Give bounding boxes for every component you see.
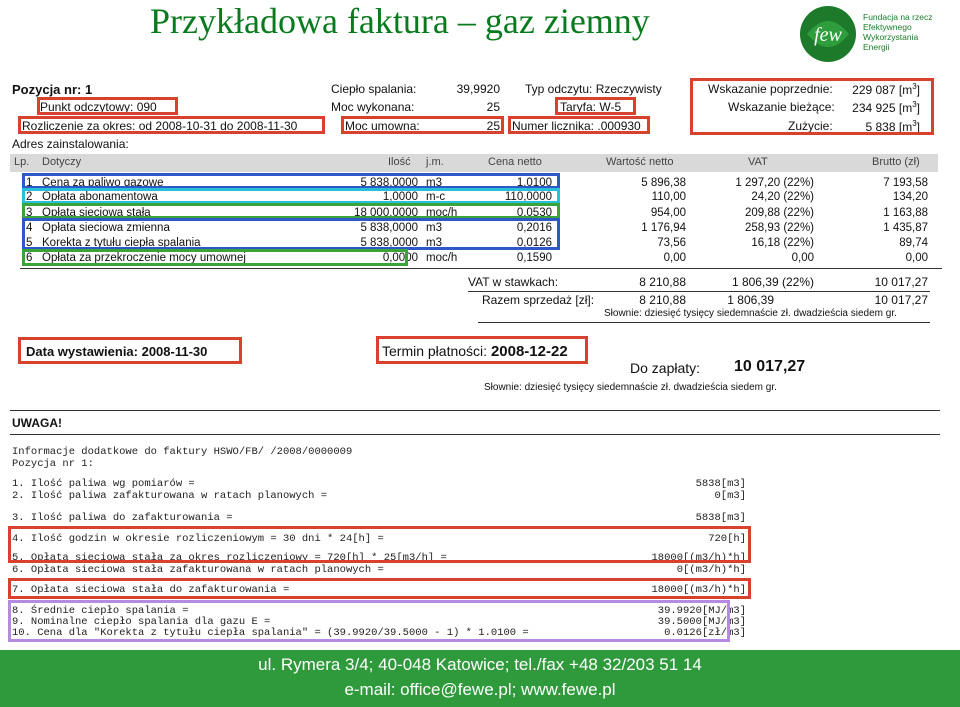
table-cell-jm: moc/h: [426, 252, 458, 264]
table-cell-ilosc: 5 838,0000: [360, 222, 418, 234]
meter-number: Numer licznika: .000930: [512, 119, 641, 133]
table-cell-vat: 24,20 (22%): [751, 191, 814, 203]
position-number: Pozycja nr: 1: [12, 82, 93, 97]
totals-line-2: [478, 322, 930, 323]
highlight-notice-7: [8, 578, 751, 599]
table-cell-wartosc: 0,00: [663, 252, 686, 264]
highlight-notice-8-10: [8, 600, 730, 642]
highlight-tariff: [555, 97, 636, 115]
table-cell-wartosc: 954,00: [650, 207, 686, 219]
table-cell-jm: m3: [426, 177, 442, 189]
vat-summary-vat: 1 806,39 (22%): [731, 275, 814, 289]
vat-summary-gross: 10 017,27: [874, 275, 928, 289]
table-cell-lp: 1: [26, 177, 33, 189]
table-bottom-line: [20, 268, 942, 269]
notice-item-value: 0[m3]: [714, 490, 746, 502]
notice-intro-1: Informacje dodatkowe do faktury HSWO/FB/ /2008/0000009: [12, 446, 353, 458]
highlight-contract-power: [341, 116, 504, 134]
install-address: Adres zainstalowania:: [12, 137, 129, 151]
sale-total-vat: 1 806,39: [727, 293, 774, 307]
settlement-period: Rozliczenie za okres: od 2008-10-31 do 2008-11-30: [22, 119, 298, 133]
highlight-reading-point: [37, 97, 178, 115]
notice-item-label: 5. Opłata sieciowa stała za okres rozliczeniowy = 720[h] * 25[m3/h] =: [12, 552, 447, 564]
col-header-jm: j.m.: [426, 156, 444, 168]
sale-total-label: Razem sprzedaż [zł]:: [482, 293, 595, 307]
table-cell-vat: 1 297,20 (22%): [735, 177, 814, 189]
table-cell-vat: 16,18 (22%): [751, 237, 814, 249]
col-header-dotyczy: Dotyczy: [42, 156, 82, 168]
notice-item-label: 1. Ilość paliwa wg pomiarów =: [12, 478, 195, 490]
table-cell-jm: m3: [426, 237, 442, 249]
calorific-value: 39,9920: [456, 82, 500, 96]
invoice-scan: [8, 70, 946, 650]
col-header-brutto: Brutto (zł): [872, 156, 920, 168]
table-cell-vat: 209,88 (22%): [744, 207, 814, 219]
table-cell-jm: moc/h: [426, 207, 458, 219]
table-cell-lp: 5: [26, 237, 33, 249]
table-header-band: [10, 154, 938, 172]
notice-item-value: 0.0126[zł/m3]: [664, 627, 746, 639]
col-header-ilosc: Ilość: [388, 156, 411, 168]
table-cell-cena: 0,0530: [516, 207, 552, 219]
notice-item-label: 2. Ilość paliwa zafakturowana w ratach planowych =: [12, 490, 328, 502]
notice-item-value: 39.5000[MJ/m3]: [657, 616, 746, 628]
highlight-row-3: [22, 203, 560, 219]
highlight-row-2: [22, 188, 560, 204]
table-cell-ilosc: 5 838,0000: [360, 177, 418, 189]
vat-summary-label: VAT w stawkach:: [468, 275, 559, 289]
issue-date: Data wystawienia: 2008-11-30: [26, 344, 208, 359]
col-header-cena: Cena netto: [488, 156, 542, 168]
table-cell-brutto: 89,74: [899, 237, 928, 249]
logo-line-4: Energii: [863, 42, 890, 52]
calorific-label: Ciepło spalania:: [331, 82, 417, 96]
highlight-issue-date: [18, 337, 242, 364]
table-cell-lp: 2: [26, 191, 33, 203]
fewe-logo-icon: [797, 4, 859, 64]
table-cell-brutto: 1 435,87: [883, 222, 928, 234]
highlight-row-6: [22, 249, 408, 266]
footer-contact: e-mail: office@fewe.pl; www.fewe.pl: [344, 680, 616, 699]
table-cell-jm: m3: [426, 222, 442, 234]
table-cell-ilosc: 5 838,0000: [360, 237, 418, 249]
curr-reading-value: 234 925 $[m^3]$: [852, 100, 920, 115]
table-cell-wartosc: 1 176,94: [641, 222, 686, 234]
notice-item-value: 18000[(m3/h)*h]: [651, 584, 746, 596]
col-header-wartosc: Wartość netto: [606, 156, 674, 168]
vat-summary-net: 8 210,88: [639, 275, 686, 289]
sale-total-gross: 10 017,27: [874, 293, 928, 307]
amount-due-value: 10 017,27: [734, 358, 806, 375]
fewe-logo: [797, 4, 952, 66]
due-date: Termin płatności: 2008-12-22: [382, 343, 568, 360]
notice-item-value: 720[h]: [708, 533, 746, 545]
highlight-notice-4-5: [8, 526, 751, 563]
table-cell-cena: 0,2016: [516, 222, 552, 234]
notice-item-value: 0[(m3/h)*h]: [676, 564, 746, 576]
table-cell-vat: 0,00: [791, 252, 814, 264]
table-cell-dotyczy: Opłata abonamentowa: [42, 191, 158, 203]
notice-item-label: 6. Opłata sieciowa stała zafakturowana w ratach planowych =: [12, 564, 384, 576]
curr-reading-label: Wskazanie bieżące:: [728, 100, 835, 114]
col-header-vat: VAT: [748, 156, 768, 168]
table-cell-dotyczy: Cena za paliwo gazowe: [42, 177, 164, 189]
highlight-rows-4-5: [22, 218, 560, 250]
table-cell-wartosc: 5 896,38: [641, 177, 686, 189]
svg-text:few: few: [814, 24, 842, 46]
table-cell-lp: 6: [26, 252, 33, 264]
table-cell-brutto: 134,20: [892, 191, 928, 203]
table-cell-ilosc: 1,0000: [382, 191, 418, 203]
amount-due-label: Do zapłaty:: [630, 360, 701, 376]
table-cell-dotyczy: Opłata za przekroczenie mocy umownej: [42, 252, 246, 264]
notice-top-line: [10, 410, 940, 411]
usage-label: Zużycie:: [788, 119, 833, 133]
prev-reading-label: Wskazanie poprzednie:: [708, 82, 833, 96]
usage-value: 5 838 $[m^3]$: [865, 119, 920, 134]
power-contract-value: 25: [486, 119, 500, 133]
logo-line-3: Wykorzystania: [863, 32, 919, 42]
slide-title: Przykładowa faktura – gaz ziemny: [150, 1, 650, 41]
sale-total-net: 8 210,88: [639, 293, 686, 307]
table-cell-brutto: 0,00: [905, 252, 928, 264]
table-cell-cena: 1,0100: [516, 177, 552, 189]
logo-line-2: Efektywnego: [863, 22, 912, 32]
table-cell-dotyczy: Korekta z tytułu ciepła spalania: [42, 237, 201, 249]
table-cell-lp: 3: [26, 207, 33, 219]
highlight-settlement-period: [18, 116, 325, 134]
highlight-row-1: [22, 173, 560, 189]
reading-point: Punkt odczytowy: 090: [40, 100, 157, 114]
power-contract-label: Moc umowna:: [345, 119, 420, 133]
reading-type: Typ odczytu: Rzeczywisty: [525, 82, 662, 96]
table-cell-vat: 258,93 (22%): [744, 222, 814, 234]
highlight-meter-number: [508, 116, 650, 134]
notice-item-label: 4. Ilość godzin w okresie rozliczeniowym = 30 dni * 24[h] =: [12, 533, 384, 545]
notice-item-label: 8. Średnie ciepło spalania =: [12, 605, 189, 617]
table-cell-wartosc: 110,00: [651, 191, 686, 203]
highlight-meter-readings: [690, 78, 934, 135]
table-cell-jm: m-c: [426, 191, 446, 203]
table-cell-cena: 0,0126: [516, 237, 552, 249]
power-exec-label: Moc wykonana:: [331, 100, 415, 114]
footer-bar: [0, 650, 960, 707]
notice-heading-line: [10, 434, 940, 435]
notice-item-label: 9. Nominalne ciepło spalania dla gazu E =: [12, 616, 271, 628]
col-header-lp: Lp.: [14, 156, 30, 168]
amount-in-words-2: Słownie: dziesięć tysięcy siedemnaście zł. dwadzieścia siedem gr.: [484, 382, 777, 393]
table-cell-ilosc: 0,0000: [382, 252, 418, 264]
notice-intro-2: Pozycja nr 1:: [12, 458, 94, 470]
table-cell-cena: 0,1590: [516, 252, 552, 264]
totals-line-1: [468, 291, 930, 292]
footer-address: ul. Rymera 3/4; 40-048 Katowice; tel./fax +48 32/203 51 14: [258, 655, 702, 674]
notice-item-value: 5838[m3]: [695, 512, 746, 524]
notice-item-value: 5838[m3]: [695, 478, 746, 490]
table-cell-cena: 110,0000: [504, 191, 552, 203]
power-exec-value: 25: [486, 100, 500, 114]
table-cell-wartosc: 73,56: [657, 237, 686, 249]
table-cell-dotyczy: Opłata sieciowa stała: [42, 207, 151, 219]
prev-reading-value: 229 087 $[m^3]$: [852, 82, 920, 97]
notice-item-label: 7. Opłata sieciowa stała do zafakturowania =: [12, 584, 290, 596]
amount-in-words-1: Słownie: dziesięć tysięcy siedemnaście zł. dwadzieścia siedem gr.: [604, 308, 897, 319]
highlight-due-date: [376, 336, 588, 364]
table-cell-dotyczy: Opłata sieciowa zmienna: [42, 222, 170, 234]
table-cell-brutto: 1 163,88: [883, 207, 928, 219]
notice-item-label: 10. Cena dla "Korekta z tytułu ciepła spalania" = (39.9920/39.5000 - 1) * 1.0100 =: [12, 627, 529, 639]
table-cell-ilosc: 18 000,0000: [354, 207, 418, 219]
notice-item-value: 39.9920[MJ/m3]: [657, 605, 746, 617]
table-cell-brutto: 7 193,58: [883, 177, 928, 189]
notice-heading: UWAGA!: [12, 416, 62, 430]
table-cell-lp: 4: [26, 222, 33, 234]
notice-item-value: 18000[(m3/h)*h]: [651, 552, 746, 564]
tariff: Taryfa: W-5: [560, 100, 622, 114]
notice-item-label: 3. Ilość paliwa do zafakturowania =: [12, 512, 233, 524]
logo-line-1: Fundacja na rzecz: [863, 12, 933, 22]
